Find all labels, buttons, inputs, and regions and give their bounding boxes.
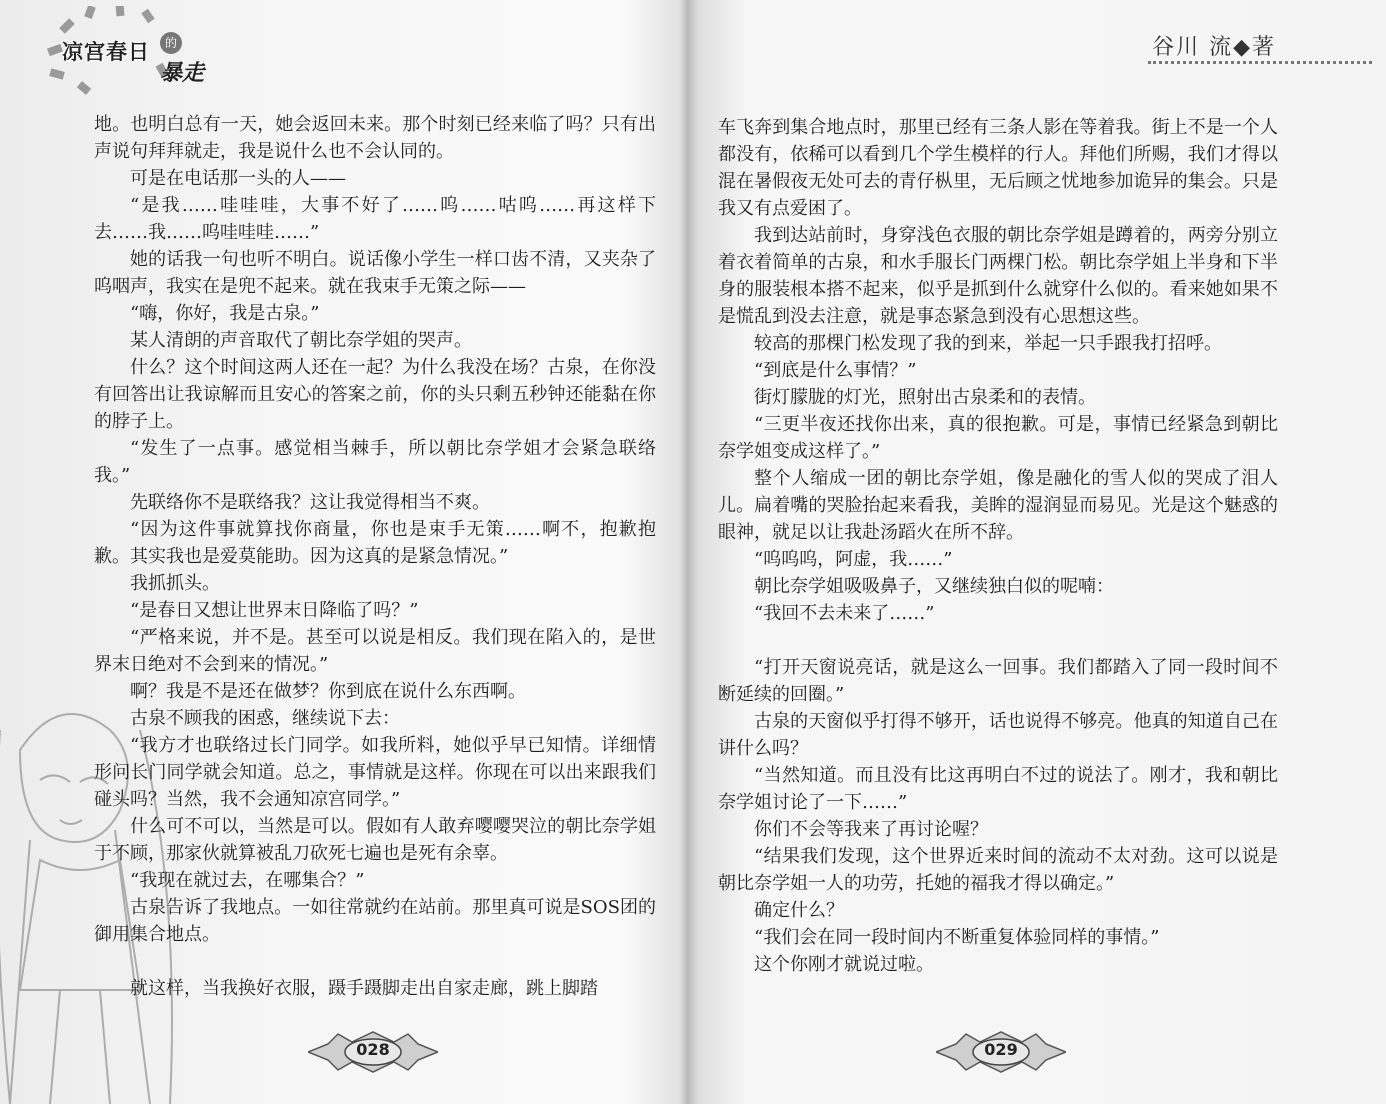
paragraph: “我方才也联络过长门同学。如我所料，她似乎早已知情。详细情形问长门同学就会知道。总之，事情就是这样。你现在可以出来跟我们碰头吗？当然，我不会通知凉宫同学。”: [94, 735, 656, 810]
paragraph: 你们不会等我来了再讨论喔？: [754, 819, 988, 840]
paragraph: 古泉的天窗似乎打得不够开，话也说得不够亮。他真的知道自己在讲什么吗？: [718, 711, 1278, 759]
paragraph: “发生了一点事。感觉相当棘手，所以朝比奈学姐才会紧急联络我。”: [94, 438, 656, 486]
right-page-text: [718, 114, 1278, 978]
paragraph: 啊？我是不是还在做梦？你到底在说什么东西啊。: [130, 681, 526, 702]
paragraph: 这个你刚才就说过啦。: [754, 954, 934, 975]
page-number-badge: [308, 1030, 438, 1074]
page-number: 028: [356, 1040, 390, 1059]
paragraph: 就这样，当我换好衣服，蹑手蹑脚走出自家走廊，跳上脚踏: [130, 978, 598, 999]
paragraph: “我现在就过去，在哪集合？”: [130, 870, 365, 891]
paragraph: 古泉不顾我的困惑，继续说下去：: [130, 708, 400, 729]
left-page-text: [94, 111, 656, 1002]
paragraph: 确定什么？: [754, 900, 844, 921]
paragraph: “是春日又想让世界末日降临了吗？”: [130, 600, 419, 621]
paragraph-gap: [718, 627, 1278, 654]
paragraph: 街灯朦胧的灯光，照射出古泉柔和的表情。: [754, 387, 1096, 408]
author-credit: 谷川 流◆著: [1152, 35, 1276, 60]
paragraph: 朝比奈学姐吸吸鼻子，又继续独白似的呢喃：: [754, 576, 1114, 597]
paragraph: “嗨，你好，我是古泉。”: [130, 303, 320, 324]
paragraph: 什么可不可以，当然是可以。假如有人敢弃嘤嘤哭泣的朝比奈学姐于不顾，那家伙就算被乱刀砍死七遍也是死有余辜。: [94, 816, 656, 864]
paragraph: 古泉告诉了我地点。一如往常就约在站前。那里真可说是SOS团的御用集合地点。: [94, 897, 656, 945]
paragraph: “结果我们发现，这个世界近来时间的流动不太对劲。这可以说是朝比奈学姐一人的功劳，托她的福我才得以确定。”: [718, 846, 1278, 894]
paragraph: 我到达站前时，身穿浅色衣服的朝比奈学姐是蹲着的，两旁分别立着衣着简单的古泉，和水手服长门两棵门松。朝比奈学姐上半身和下半身的服装根本搭不起来，似乎是抓到什么就穿什么似的。看来她如果不是慌乱到没去注意，就是事态紧急到没有心思想这些。: [718, 225, 1278, 327]
paragraph: 车飞奔到集合地点时，那里已经有三条人影在等着我。街上不是一个人都没有，依稀可以看到几个学生模样的行人。拜他们所赐，我们才得以混在暑假夜无处可去的青仔枞里，无后顾之忧地参加诡异的集会。只是我又有点爱困了。: [718, 117, 1278, 219]
paragraph: 先联络你不是联络我？这让我觉得相当不爽。: [130, 492, 490, 513]
page-number: 029: [984, 1040, 1018, 1059]
series-subtitle: 暴走: [160, 61, 205, 86]
left-page: [0, 0, 685, 1104]
paragraph: 较高的那棵门松发现了我的到来，举起一只手跟我打招呼。: [754, 333, 1222, 354]
paragraph: 某人清朗的声音取代了朝比奈学姐的哭声。: [130, 330, 472, 351]
header-dotted-rule: [1148, 61, 1372, 64]
paragraph: “是我……哇哇哇，大事不好了……呜……咕呜……再这样下去……我……呜哇哇哇……”: [94, 195, 656, 243]
paragraph: “因为这件事就算找你商量，你也是束手无策……啊不，抱歉抱歉。其实我也是爱莫能助。因为这真的是紧急情况。”: [94, 519, 656, 567]
paragraph: “呜呜呜，阿虚，我……”: [754, 549, 953, 570]
right-page: [690, 0, 1386, 1104]
paragraph: 什么？这个时间这两人还在一起？为什么我没在场？古泉，在你没有回答出让我谅解而且安心的答案之前，你的头只剩五秒钟还能黏在你的脖子上。: [94, 357, 656, 432]
page-number-badge: [936, 1030, 1066, 1074]
paragraph: “我回不去未来了……”: [754, 603, 935, 624]
paragraph: “打开天窗说亮话，就是这么一回事。我们都踏入了同一段时间不断延续的回圈。”: [718, 657, 1278, 705]
paragraph: “我们会在同一段时间内不断重复体验同样的事情。”: [754, 927, 1160, 948]
paragraph: 整个人缩成一团的朝比奈学姐，像是融化的雪人似的哭成了泪人儿。扁着嘴的哭脸抬起来看我，美眸的湿润显而易见。光是这个魅惑的眼神，就足以让我赴汤蹈火在所不辞。: [718, 468, 1278, 543]
paragraph: “三更半夜还找你出来，真的很抱歉。可是，事情已经紧急到朝比奈学姐变成这样了。”: [718, 414, 1278, 462]
paragraph: 地。也明白总有一天，她会返回未来。那个时刻已经来临了吗？只有出声说句拜拜就走，我是说什么也不会认同的。: [94, 114, 656, 162]
paragraph: 她的话我一句也听不明白。说话像小学生一样口齿不清，又夹杂了呜咽声，我实在是兜不起来。就在我束手无策之际——: [94, 249, 656, 297]
paragraph-gap: [94, 948, 656, 975]
paragraph: “到底是什么事情？”: [754, 360, 917, 381]
series-title: 凉宫春日: [62, 40, 150, 64]
paragraph: 可是在电话那一头的人——: [130, 168, 346, 189]
paragraph: “当然知道。而且没有比这再明白不过的说法了。刚才，我和朝比奈学姐讨论了一下……”: [718, 765, 1278, 813]
paragraph: “严格来说，并不是。甚至可以说是相反。我们现在陷入的，是世界末日绝对不会到来的情况。”: [94, 627, 656, 675]
series-title-de: 的: [160, 32, 182, 54]
series-logo: [18, 6, 248, 96]
paragraph: 我抓抓头。: [130, 573, 220, 594]
